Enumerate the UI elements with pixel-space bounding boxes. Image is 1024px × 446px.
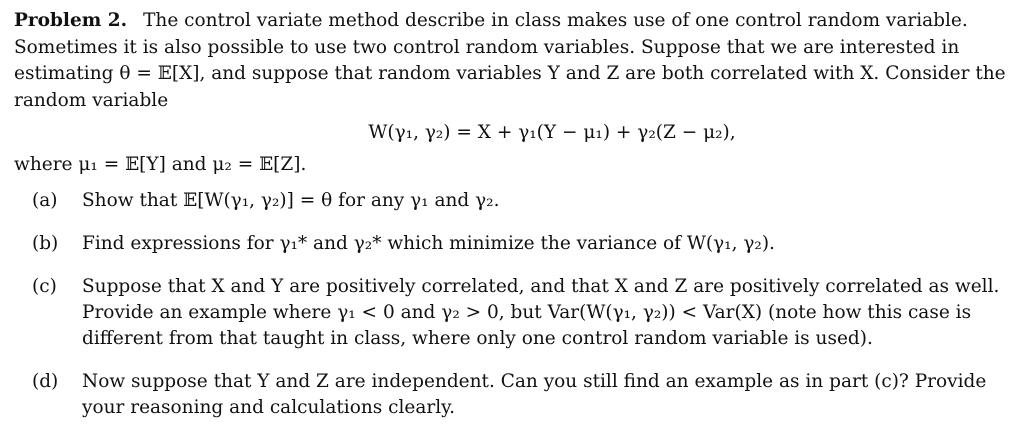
part-b-label: (b) — [32, 233, 59, 254]
part-a — [32, 188, 1010, 214]
part-c-text: Suppose that X and Y are positively correlated, and that X and Z are positively correlated as well. Provide an example where γ₁ < 0 and γ₂ > 0, but Var(W(γ₁, γ₂)) < Var(X) (note how this case is different from that taught in class, where only one control random variable is used). — [82, 276, 1000, 349]
problem-intro-paragraph — [14, 8, 1010, 114]
part-d-text: Now suppose that Y and Z are independent. Can you still find an example as in part (c)? Provide your reasoning and calculations clearly. — [82, 371, 987, 418]
part-c-label: (c) — [32, 276, 57, 297]
equation-w — [14, 120, 1010, 146]
part-c — [32, 274, 1010, 352]
part-d — [32, 369, 1010, 421]
part-b-text: Find expressions for γ₁* and γ₂* which minimize the variance of W(γ₁, γ₂). — [82, 233, 775, 254]
parts-list — [32, 188, 1010, 421]
problem-document — [14, 8, 1010, 438]
part-b — [32, 231, 1010, 257]
part-d-label: (d) — [32, 371, 59, 392]
equation-text: W(γ₁, γ₂) = X + γ₁(Y − μ₁) + γ₂(Z − μ₂), — [368, 122, 736, 143]
part-a-label: (a) — [32, 190, 58, 211]
where-clause: where μ₁ = 𝔼[Y] and μ₂ = 𝔼[Z]. — [14, 154, 307, 175]
problem-intro-text: The control variate method describe in class makes use of one control random variable. Sometimes it is also possible to use two control random variables. Suppose that we are interested in estimating θ = 𝔼[X], and suppose that random variables Y and Z are both correlated with X. Consider the random variable — [14, 10, 1006, 111]
part-a-text: Show that 𝔼[W(γ₁, γ₂)] = θ for any γ₁ and γ₂. — [82, 190, 500, 211]
problem-label: Problem 2. — [14, 10, 128, 31]
